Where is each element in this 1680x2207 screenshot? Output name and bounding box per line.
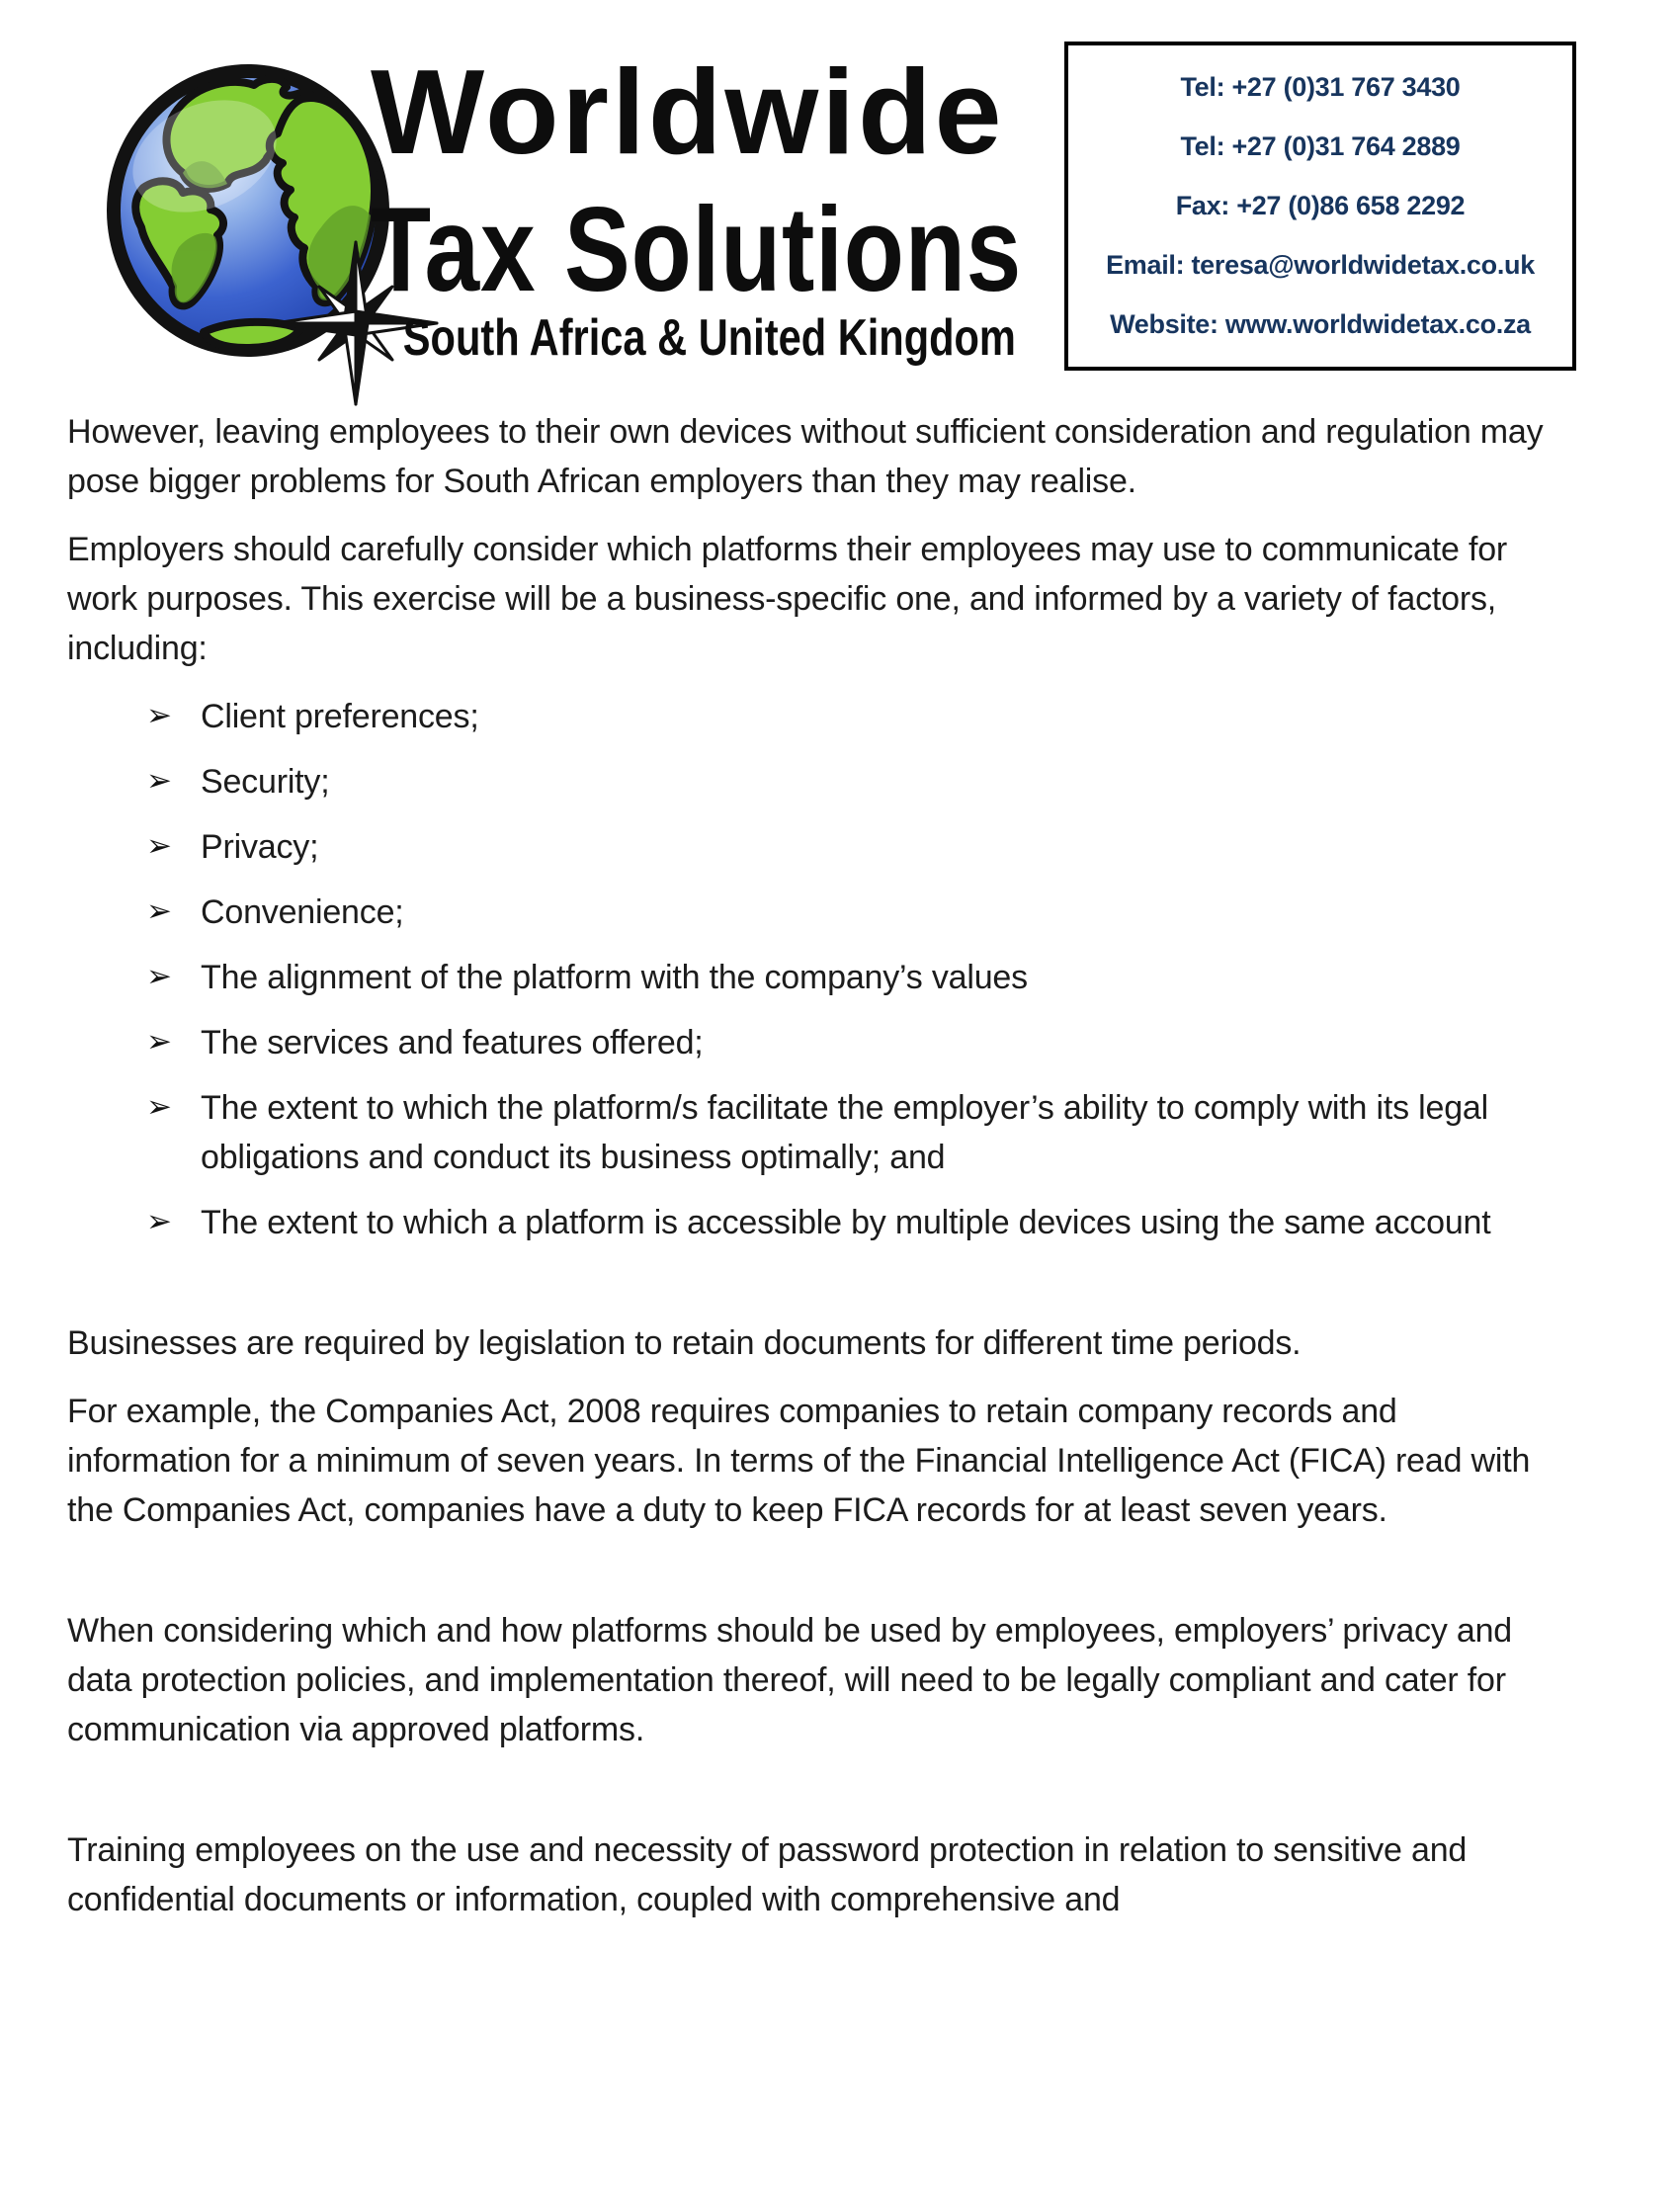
contact-website: Website: www.worldwidetax.co.za <box>1110 309 1531 340</box>
list-item <box>146 757 1515 806</box>
arrow-bullet-icon: ➢ <box>146 1089 172 1124</box>
list-item-text: The extent to which a platform is accessible by multiple devices using the same account <box>201 1204 1491 1241</box>
list-item <box>146 692 1515 741</box>
paragraph-training: Training employees on the use and necessity of password protection in relation to sensitive and confidential documents or information, coupled with comprehensive and <box>67 1831 1468 1918</box>
list-item-text: Convenience; <box>201 893 404 931</box>
arrow-bullet-icon: ➢ <box>146 828 172 863</box>
contact-tel-1: Tel: +27 (0)31 767 3430 <box>1180 71 1461 102</box>
arrow-bullet-icon: ➢ <box>146 1204 172 1238</box>
list-item-text: Client preferences; <box>201 698 479 735</box>
paragraph-devices: However, leaving employees to their own devices without sufficient consideration and regulation may pose bigger problems for South African employers than they may realise. <box>67 413 1544 500</box>
contact-tel-2: Tel: +27 (0)31 764 2889 <box>1180 130 1461 161</box>
list-item-text: The services and features offered; <box>201 1024 704 1061</box>
paragraph-companies-act: For example, the Companies Act, 2008 requires companies to retain company records and information for a minimum of seven years. In terms of the Financial Intelligence Act (FICA) read with the Companies Act, companies have a duty to keep FICA records for at least seven years. <box>67 1393 1531 1529</box>
list-item <box>146 888 1515 937</box>
list-item-text: The alignment of the platform with the company’s values <box>201 959 1028 996</box>
arrow-bullet-icon: ➢ <box>146 1024 172 1059</box>
company-logo-text <box>371 44 1177 367</box>
list-item-text: Privacy; <box>201 828 319 866</box>
list-item-text: The extent to which the platform/s facilitate the employer’s ability to comply with its legal obligations and conduct its business optimally; and <box>201 1089 1488 1176</box>
paragraph-retention: Businesses are required by legislation to retain documents for different time periods. <box>67 1324 1302 1362</box>
paragraph-platforms-intro: Employers should carefully consider which platforms their employees may use to communicate for work purposes. This exercise will be a business-specific one, and informed by a variety of factors, including: <box>67 531 1508 667</box>
list-item-text: Security; <box>201 763 330 801</box>
list-item <box>146 1198 1515 1247</box>
list-item <box>146 1018 1515 1067</box>
list-item <box>146 1083 1515 1182</box>
contact-info-box <box>1064 42 1576 371</box>
logo-tagline: South Africa & United Kingdom <box>402 309 1016 367</box>
contact-email: Email: teresa@worldwidetax.co.uk <box>1106 250 1535 281</box>
paragraph-policies: When considering which and how platforms should be used by employees, employers’ privacy and data protection policies, and implementation thereof, will need to be legally compliant and cater for communication via approved platforms. <box>67 1612 1513 1748</box>
arrow-bullet-icon: ➢ <box>146 893 172 928</box>
document-body <box>67 407 1554 1943</box>
logo-title-line1: Worldwide <box>371 44 1005 179</box>
arrow-bullet-icon: ➢ <box>146 959 172 993</box>
list-item <box>146 953 1515 1002</box>
arrow-bullet-icon: ➢ <box>146 698 172 732</box>
list-item <box>146 822 1515 872</box>
logo-title-line2: Tax Solutions <box>371 182 1023 316</box>
factors-bullet-list <box>67 692 1554 1247</box>
arrow-bullet-icon: ➢ <box>146 763 172 798</box>
contact-fax: Fax: +27 (0)86 658 2292 <box>1175 190 1466 220</box>
